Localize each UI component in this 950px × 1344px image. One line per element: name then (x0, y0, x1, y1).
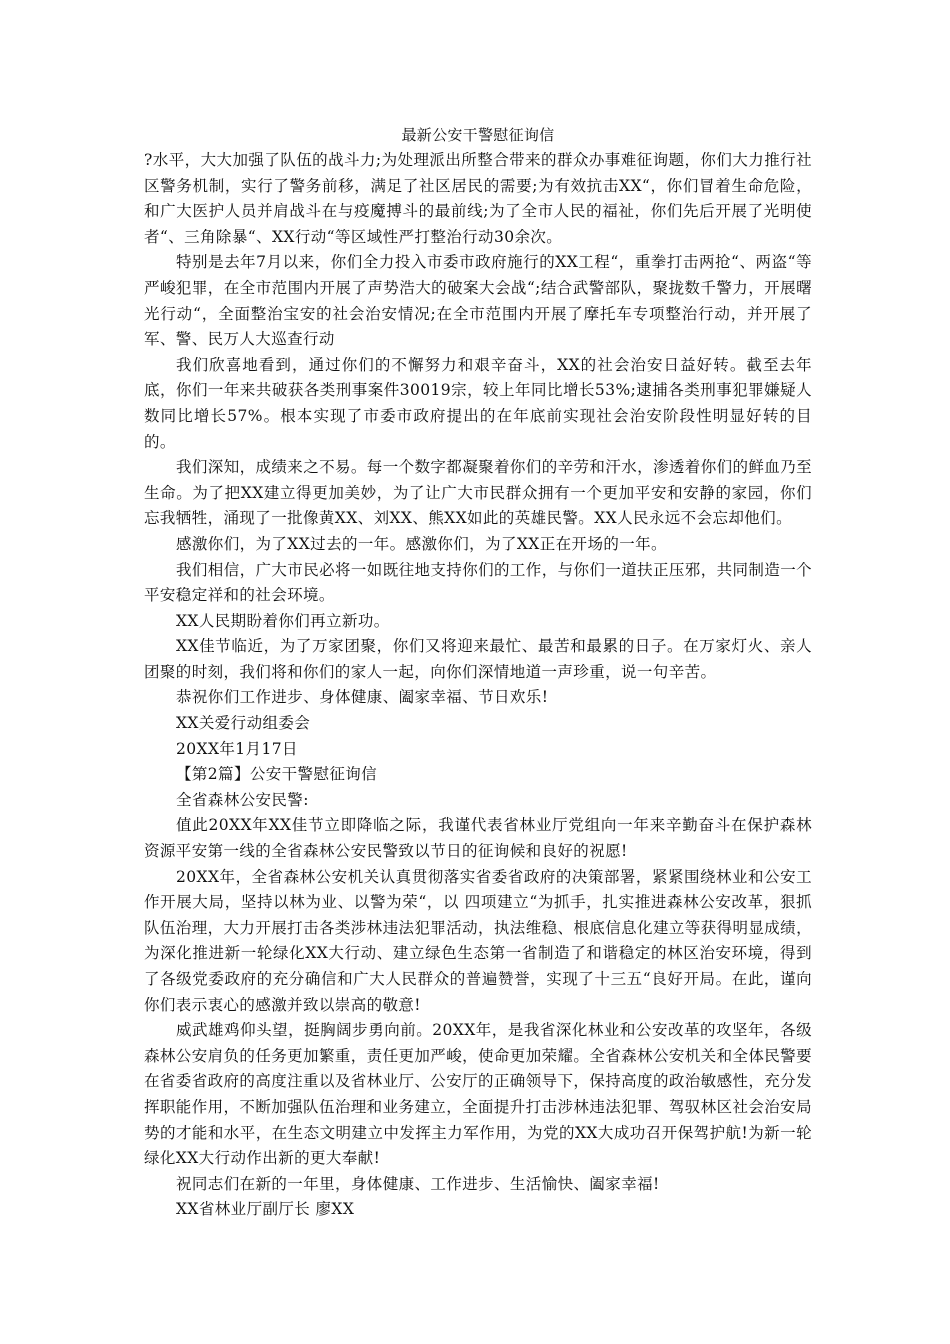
signature-organization: XX关爱行动组委会 (176, 714, 311, 733)
paragraph-2: 特别是去年7月以来，你们全力投入市委市政府施行的XX工程“，重拳打击两抢“、两盗“等严峻犯罪，在全市范围内开展了声势浩大的破案大会战“;结合武警部队，聚拢数千警力，开展曙光行动“，全面整治宝安的社会治安情况;在全市范围内开展了摩托车专项整治行动，并开展了军、警、民万人大巡查行动 (144, 253, 812, 349)
paragraph-1: ?水平，大大加强了队伍的战斗力;为处理派出所整合带来的群众办事难征询题，你们大力推行社区警务机制，实行了警务前移，满足了社区居民的需要;为有效抗击XX“，你们冒着生命危险，和广大医护人员并肩战斗在与疫魔搏斗的最前线;为了全市人民的福祉，你们先后开展了光明使者“、三角除暴“、XX行动“等区域性严打整治行动30余次。 (144, 151, 812, 246)
paragraph-3: 我们欣喜地看到，通过你们的不懈努力和艰辛奋斗，XX的社会治安日益好转。截至去年底，你们一年来共破获各类刑事案件30019宗，较上年同比增长53%;逮捕各类刑事犯罪嫌疑人数同比增长57%。根本实现了市委市政府提出的在年底前实现社会治安阶段性明显好转的目的。 (144, 355, 812, 451)
salutation: 全省森林公安民警: (176, 790, 309, 809)
paragraph-6: 我们相信，广大市民必将一如既往地支持你们的工作，与你们一道扶正压邪，共同制造一个平安稳定祥和的社会环境。 (144, 560, 813, 605)
paragraph-17: 祝同志们在新的一年里，身体健康、工作进步、生活愉快、阖家幸福! (176, 1174, 660, 1193)
paragraph-4: 我们深知，成绩来之不易。每一个数字都凝聚着你们的辛劳和汗水，渗透着你们的鲜血乃至生命。为了把XX建立得更加美妙，为了让广大市民群众拥有一个更加平安和安静的家园，你们忘我牺牲，涌现了一批像黄XX、刘XX、熊XX如此的英雄民警。XX人民永远不会忘却他们。 (144, 458, 813, 528)
paragraph-14: 值此20XX年XX佳节立即降临之际，我谨代表省林业厅党组向一年来辛勤奋斗在保护森林资源平安第一线的全省森林公安民警致以节日的征询候和良好的祝愿! (144, 816, 812, 861)
signature-date: 20XX年1月17日 (176, 739, 298, 758)
paragraph-16: 威武雄鸡仰头望，挺胸阔步勇向前。20XX年，是我省深化林业和公安改革的攻坚年，各级森林公安肩负的任务更加繁重，责任更加严峻，使命更加荣耀。全省森林公安机关和全体民警要在省委省政府的高度注重以及省林业厅、公安厅的正确领导下，保持高度的政治敏感性，充分发挥职能作用，不断加强队伍治理和业务建立，全面提升打击涉林违法犯罪、驾驭林区社会治安局势的才能和水平，在生态文明建立中发挥主力军作用，为党的XX大成功召开保驾护航!为新一轮绿化XX大行动作出新的更大奉献! (144, 1021, 812, 1168)
document-page (144, 124, 812, 1223)
document-title: 最新公安干警慰征询信 (401, 126, 555, 144)
document-body (144, 148, 812, 1223)
paragraph-9: 恭祝你们工作进步、身体健康、阖家幸福、节日欢乐! (176, 688, 549, 707)
paragraph-5: 感激你们，为了XX过去的一年。感激你们，为了XX正在开场的一年。 (176, 534, 667, 553)
paragraph-7: XX人民期盼着你们再立新功。 (176, 611, 390, 630)
paragraph-15: 20XX年，全省森林公安机关认真贯彻落实省委省政府的决策部署，紧紧围绕林业和公安工作开展大局，坚持以林为业、以警为荣“，以 四项建立“为抓手，扎实推进森林公安改革，狠抓队伍治理，大力开展打击各类涉林违法犯罪活动，执法维稳、根底信息化建立等获得明显成绩，为深化推进新一轮绿化XX大行动、建立绿色生态第一省制造了和谐稳定的林区治安环境，得到了各级党委政府的充分确信和广大人民群众的普遍赞誉，实现了十三五“良好开局。在此，谨向你们表示衷心的感激并致以崇高的敬意! (144, 867, 812, 1014)
section-heading: 【第2篇】公安干警慰征询信 (176, 765, 378, 784)
signature-author: XX省林业厅副厅长 廖XX (176, 1200, 355, 1219)
paragraph-8: XX佳节临近，为了万家团聚，你们又将迎来最忙、最苦和最累的日子。在万家灯火、亲人团聚的时刻，我们将和你们的家人一起，向你们深情地道一声珍重，说一句辛苦。 (144, 637, 812, 681)
